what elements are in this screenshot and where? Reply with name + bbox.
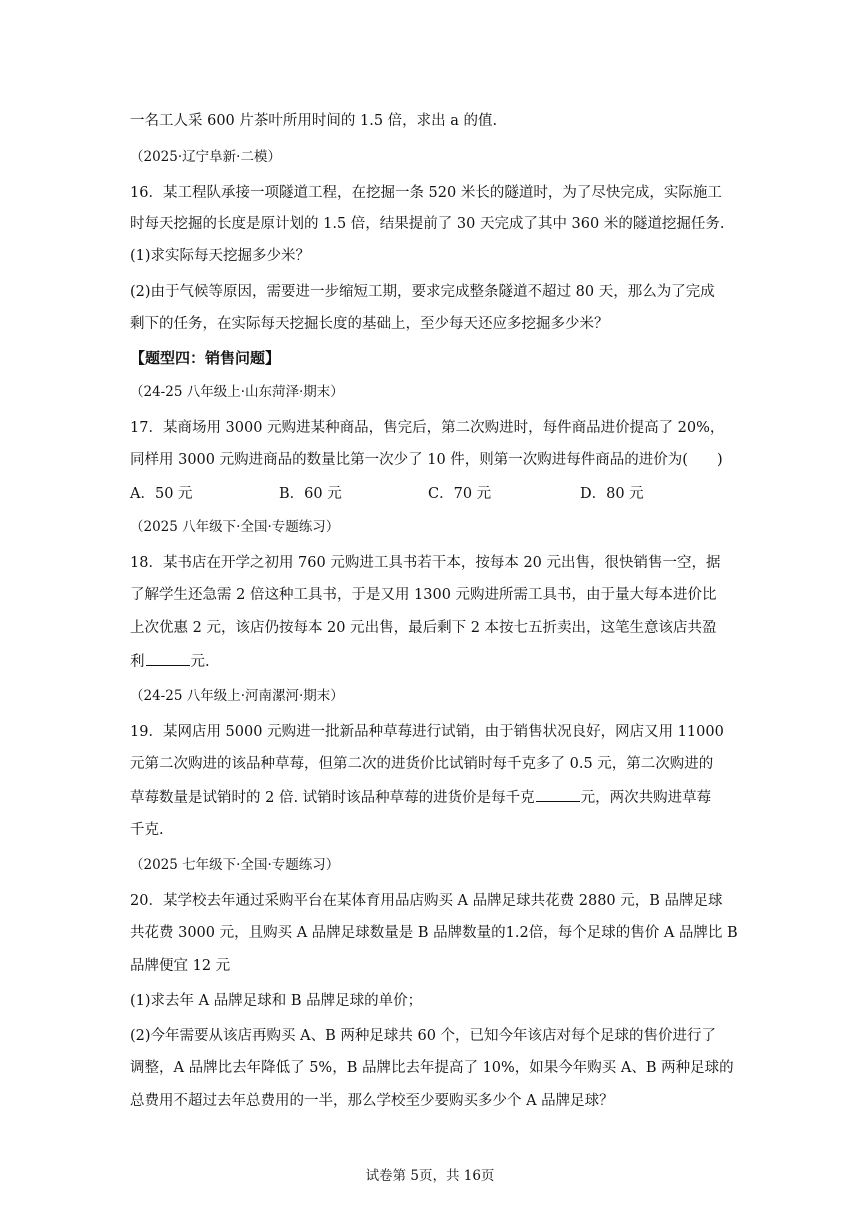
text-fragment: 利 [130, 654, 145, 670]
text-line: 一名工人采 600 片茶叶所用时间的 1.5 倍，求出 a 的值. [130, 113, 498, 129]
text-line: 品牌便宜 12 元 [130, 958, 231, 974]
text-fragment: 元，两次共购进草莓 [580, 790, 712, 806]
sub-question: (2)由于气候等原因，需要进一步缩短工期，要求完成整条隧道不超过 80 天，那么为了完成 [130, 284, 715, 300]
sub-question: (2)今年需要从该店再购买 A、B 两种足球共 60 个，已知今年该店对每个足球的售价进行了 [130, 1028, 717, 1044]
option-d: D．80 元 [580, 486, 644, 502]
text-line [130, 787, 711, 808]
question-18: 18．某书店在开学之初用 760 元购进工具书若干本，按每本 20 元出售，很快销售一空，据 [130, 555, 721, 571]
text-line [130, 651, 210, 672]
source-note: （24-25 八年级上·河南漯河·期末） [130, 688, 344, 704]
question-17: 17．某商场用 3000 元购进某种商品，售完后，第二次购进时，每件商品进价提高了 20%， [130, 420, 725, 436]
source-note: （2025 八年级下·全国·专题练习） [130, 519, 340, 535]
option-a: A．50 元 [130, 486, 193, 502]
option-b: B．60 元 [279, 486, 342, 502]
answer-blank [536, 787, 580, 802]
text-line: 共花费 3000 元，且购买 A 品牌足球数量是 B 品牌数量的1.2倍，每个足球的售价 A 品牌比 B [130, 925, 738, 941]
source-note: （2025 七年级下·全国·专题练习） [130, 857, 340, 873]
question-20: 20．某学校去年通过采购平台在某体育用品店购买 A 品牌足球共花费 2880 元，B 品牌足球 [130, 893, 723, 909]
option-c: C．70 元 [428, 486, 492, 502]
source-note: （24-25 八年级上·山东菏泽·期末） [130, 384, 344, 400]
text-line: 同样用 3000 元购进商品的数量比第一次少了 10 件，则第一次购进每件商品的进价为( ) [130, 452, 723, 468]
text-line: 千克. [130, 822, 164, 838]
sub-question: (1)求去年 A 品牌足球和 B 品牌足球的单价； [130, 993, 423, 1009]
sub-question: (1)求实际每天挖掘多少米？ [130, 248, 311, 264]
text-line: 了解学生还急需 2 倍这种工具书，于是又用 1300 元购进所需工具书，由于量大每本进价比 [130, 587, 717, 603]
text-fragment: 元. [190, 654, 210, 670]
text-fragment: 草莓数量是试销时的 2 倍. 试销时该品种草莓的进货价是每千克 [130, 790, 535, 806]
text-line: 总费用不超过去年总费用的一半，那么学校至少要购买多少个 A 品牌足球？ [130, 1093, 614, 1109]
text-line: 调整，A 品牌比去年降低了 5%，B 品牌比去年提高了 10%，如果今年购买 A、B 两种足球的 [130, 1060, 734, 1076]
question-16: 16．某工程队承接一项隧道工程，在挖掘一条 520 米长的隧道时，为了尽快完成，实际施工 [130, 185, 722, 201]
text-line: 上次优惠 2 元，该店仍按每本 20 元出售，最后剩下 2 本按七五折卖出，这笔生意该店共盈 [130, 620, 717, 636]
source-note: （2025·辽宁阜新·二模） [130, 149, 281, 165]
text-line: 时每天挖掘的长度是原计划的 1.5 倍，结果提前了 30 天完成了其中 360 米的隧道挖掘任务. [130, 216, 725, 232]
question-19: 19．某网店用 5000 元购进一批新品种草莓进行试销，由于销售状况良好，网店又用 11000 [130, 724, 724, 740]
page-footer: 试卷第 5页，共 16页 [365, 1168, 495, 1184]
answer-blank [146, 651, 190, 666]
text-line: 元第二次购进的该品种草莓，但第二次的进货价比试销时每千克多了 0.5 元，第二次购进的 [130, 756, 714, 772]
text-line: 剩下的任务，在实际每天挖掘长度的基础上，至少每天还应多挖掘多少米？ [130, 316, 609, 332]
section-heading: 【题型四：销售问题】 [130, 349, 281, 367]
